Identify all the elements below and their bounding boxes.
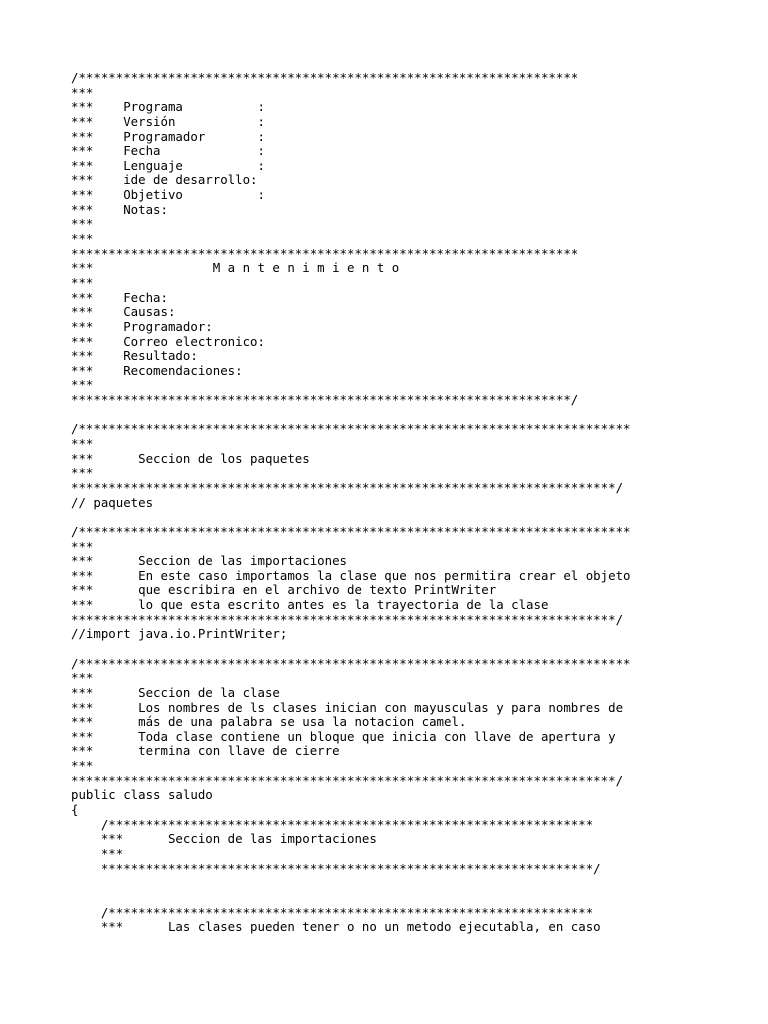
code-line: /***************************************************************** xyxy=(71,816,594,832)
code-line: *** Seccion de las importaciones xyxy=(71,831,377,847)
code-line: /************************************************************************** xyxy=(71,655,631,671)
code-line: *** xyxy=(71,465,94,481)
code-line: *** Seccion de los paquetes xyxy=(71,450,310,466)
code-line: *** Programador: xyxy=(71,318,213,334)
code-line: *** que escribira en el archivo de texto PrintWriter xyxy=(71,582,497,598)
code-line: *** xyxy=(71,670,94,686)
code-line xyxy=(71,510,631,525)
code-line xyxy=(71,408,631,423)
code-line: *** Resultado: xyxy=(71,348,198,364)
code-line: *************************************************************************/ xyxy=(71,479,624,495)
code-line xyxy=(71,642,631,657)
code-line: // paquetes xyxy=(71,494,154,510)
code-line: *** Causas: xyxy=(71,304,176,320)
code-line: *** Versión : xyxy=(71,113,265,129)
code-line: ******************************************************************** xyxy=(71,245,579,261)
source-code-listing xyxy=(71,71,631,935)
code-line: *** lo que esta escrito antes es la trayectoria de la clase xyxy=(71,597,549,613)
code-line: /******************************************************************* xyxy=(71,70,579,85)
code-line: *******************************************************************/ xyxy=(71,392,579,408)
code-line: *** Seccion de las importaciones xyxy=(71,553,348,569)
code-line: *** ide de desarrollo: xyxy=(71,172,258,188)
code-line xyxy=(71,891,631,906)
code-line: /************************************************************************** xyxy=(71,421,631,437)
code-line xyxy=(71,876,631,891)
code-line: *** Objetivo : xyxy=(71,187,265,203)
code-line: *** Fecha : xyxy=(71,143,265,159)
code-line: *** Recomendaciones: xyxy=(71,362,243,378)
code-line: *** xyxy=(71,538,94,554)
code-line: *** Programador : xyxy=(71,128,265,144)
code-line: /************************************************************************** xyxy=(71,523,631,539)
code-line: *** Lenguaje : xyxy=(71,157,265,173)
code-line: { xyxy=(71,802,79,818)
code-line: public class saludo xyxy=(71,787,213,803)
code-line: *************************************************************************/ xyxy=(71,611,624,627)
code-line: *** xyxy=(71,84,94,100)
code-line: ******************************************************************/ xyxy=(71,860,601,876)
code-line: *** En este caso importamos la clase que nos permitira crear el objeto xyxy=(71,567,631,583)
code-line: *** xyxy=(71,231,94,247)
code-line: *** xyxy=(71,377,94,393)
code-line: *** termina con llave de cierre xyxy=(71,743,340,759)
code-line: //import java.io.PrintWriter; xyxy=(71,626,288,642)
code-line: *** xyxy=(71,274,94,290)
code-line: *************************************************************************/ xyxy=(71,772,624,788)
code-line: *** más de una palabra se usa la notacion camel. xyxy=(71,714,467,730)
code-line: *** xyxy=(71,845,124,861)
code-line: *** Programa : xyxy=(71,99,265,115)
code-line: *** Toda clase contiene un bloque que inicia con llave de apertura y xyxy=(71,728,616,744)
code-line: *** Seccion de la clase xyxy=(71,684,280,700)
code-line: *** xyxy=(71,216,94,232)
code-line: /***************************************************************** xyxy=(71,904,594,920)
code-line: *** Notas: xyxy=(71,201,168,217)
code-line: *** Los nombres de ls clases inician con mayusculas y para nombres de xyxy=(71,699,624,715)
code-line: *** xyxy=(71,758,94,774)
code-line: *** Fecha: xyxy=(71,289,168,305)
code-line: *** Las clases pueden tener o no un metodo ejecutabla, en caso xyxy=(71,919,601,935)
code-line: *** M a n t e n i m i e n t o xyxy=(71,260,400,276)
code-line: *** Correo electronico: xyxy=(71,333,265,349)
code-line: *** xyxy=(71,436,94,452)
